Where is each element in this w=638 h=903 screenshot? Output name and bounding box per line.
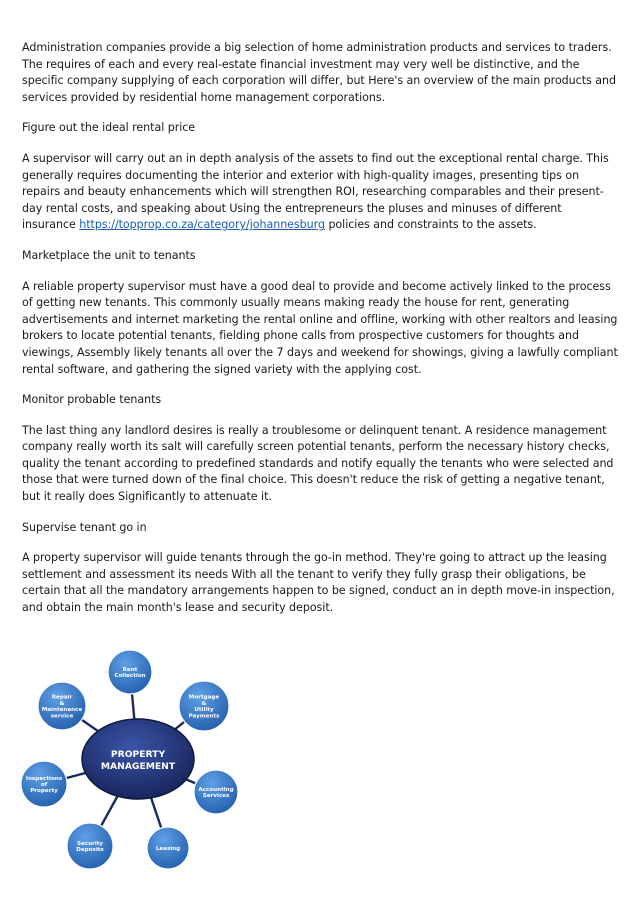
diagram-node-label: Leasing [155, 846, 181, 852]
section-heading-rental-price: Figure out the ideal rental price [22, 121, 196, 135]
diagram-canvas [20, 648, 250, 876]
intro-paragraph: Administration companies provide a big selection of home administration products and services to traders. The requires of each and every real-estate financial investment may very well be distinctive, and the specific company supplying of each corporation will differ, but Here's an overview of the main products and services provided by residential home management corporations. [22, 41, 616, 104]
section-heading-marketplace: Marketplace the unit to tenants [22, 248, 196, 262]
diagram-node-label: Maintenance [41, 707, 83, 714]
rental-price-paragraph [22, 151, 618, 234]
diagram-node-label: Repair [51, 694, 73, 701]
diagram-node [194, 770, 238, 814]
diagram-node-label: Deposits [76, 847, 104, 854]
diagram-node [67, 823, 113, 869]
section-heading-tenant-move-in: Supervise tenant go in [22, 520, 147, 534]
marketplace-paragraph: A reliable property supervisor must have a good deal to provide and become actively linked to the process of getting new tenants. This commonly usually means making ready the house for rent, generating advertisements and internet marketing the rental online and offline, working with other realtors and leasing brokers to locate potential tenants, fielding phone calls from prospective customers for thoughts and viewings, Assembly likely tenants all over the 7 days and weekend for showings, giving a lawfully compliant rental software, and gathering the signed variety with the applying cost. [22, 279, 618, 376]
diagram-hub-label-line2: MANAGEMENT [100, 761, 176, 772]
property-management-diagram [20, 648, 250, 876]
diagram-node [21, 761, 67, 807]
diagram-node-label: Rent [122, 666, 138, 673]
diagram-node-label: Property [30, 788, 58, 795]
diagram-node-label: Inspections [25, 775, 63, 782]
diagram-node-label: Payments [188, 713, 220, 720]
rental-price-text-end: policies and constraints to the assets. [324, 218, 537, 232]
diagram-hub-label-line1: PROPERTY [110, 749, 166, 760]
diagram-node [38, 682, 86, 730]
diagram-node-label: & [201, 700, 207, 707]
diagram-node-label: Collection [114, 673, 146, 680]
diagram-node-label: Accounting [198, 786, 234, 793]
diagram-node [108, 650, 152, 694]
johannesburg-link[interactable]: https://topprop.co.za/category/johannesburg [79, 218, 325, 232]
tenant-move-in-paragraph: A property supervisor will guide tenants through the go-in method. They're going to attract up the leasing settlement and assessment its needs With all the tenant to verify they fully grasp their obligations, be certain that all the mandatory arrangements happen to be signed, conduct an in depth move-in inspection, and obtain the main month's lease and security deposit. [22, 551, 615, 615]
rental-price-text-start: A supervisor will carry out an in depth analysis of the assets to find out the exceptional rental charge. This generally requires documenting the interior and exterior with high-quality images, presenting tips on repairs and beauty enhancements which will strengthen ROI, researching comparables and their present-day rental costs, and speaking about Using the entrepreneurs the pluses and minuses of different insurance [22, 151, 609, 232]
diagram-node-label: Mortgage [188, 694, 220, 701]
diagram-node [179, 681, 229, 731]
diagram-node-label: Utility [194, 707, 214, 714]
section-heading-monitor-tenants: Monitor probable tenants [22, 393, 162, 407]
diagram-node-label: & [59, 700, 65, 707]
document-body [22, 40, 618, 631]
monitor-tenants-paragraph: The last thing any landlord desires is really a troublesome or delinquent tenant. A residence management company really worth its salt will carefully screen potential tenants, perform the necessary history checks, quality the tenant according to predefined standards and notify equally the tenants who were selected and those that were turned down of the final choice. This doesn't reduce the risk of getting a negative tenant, but it really does Significantly to attenuate it. [22, 423, 614, 504]
diagram-node-label: service [50, 713, 74, 720]
diagram-node-label: Services [202, 793, 230, 800]
diagram-node-label: of [40, 782, 48, 788]
diagram-node [147, 827, 189, 869]
diagram-node-label: Security [76, 840, 104, 847]
